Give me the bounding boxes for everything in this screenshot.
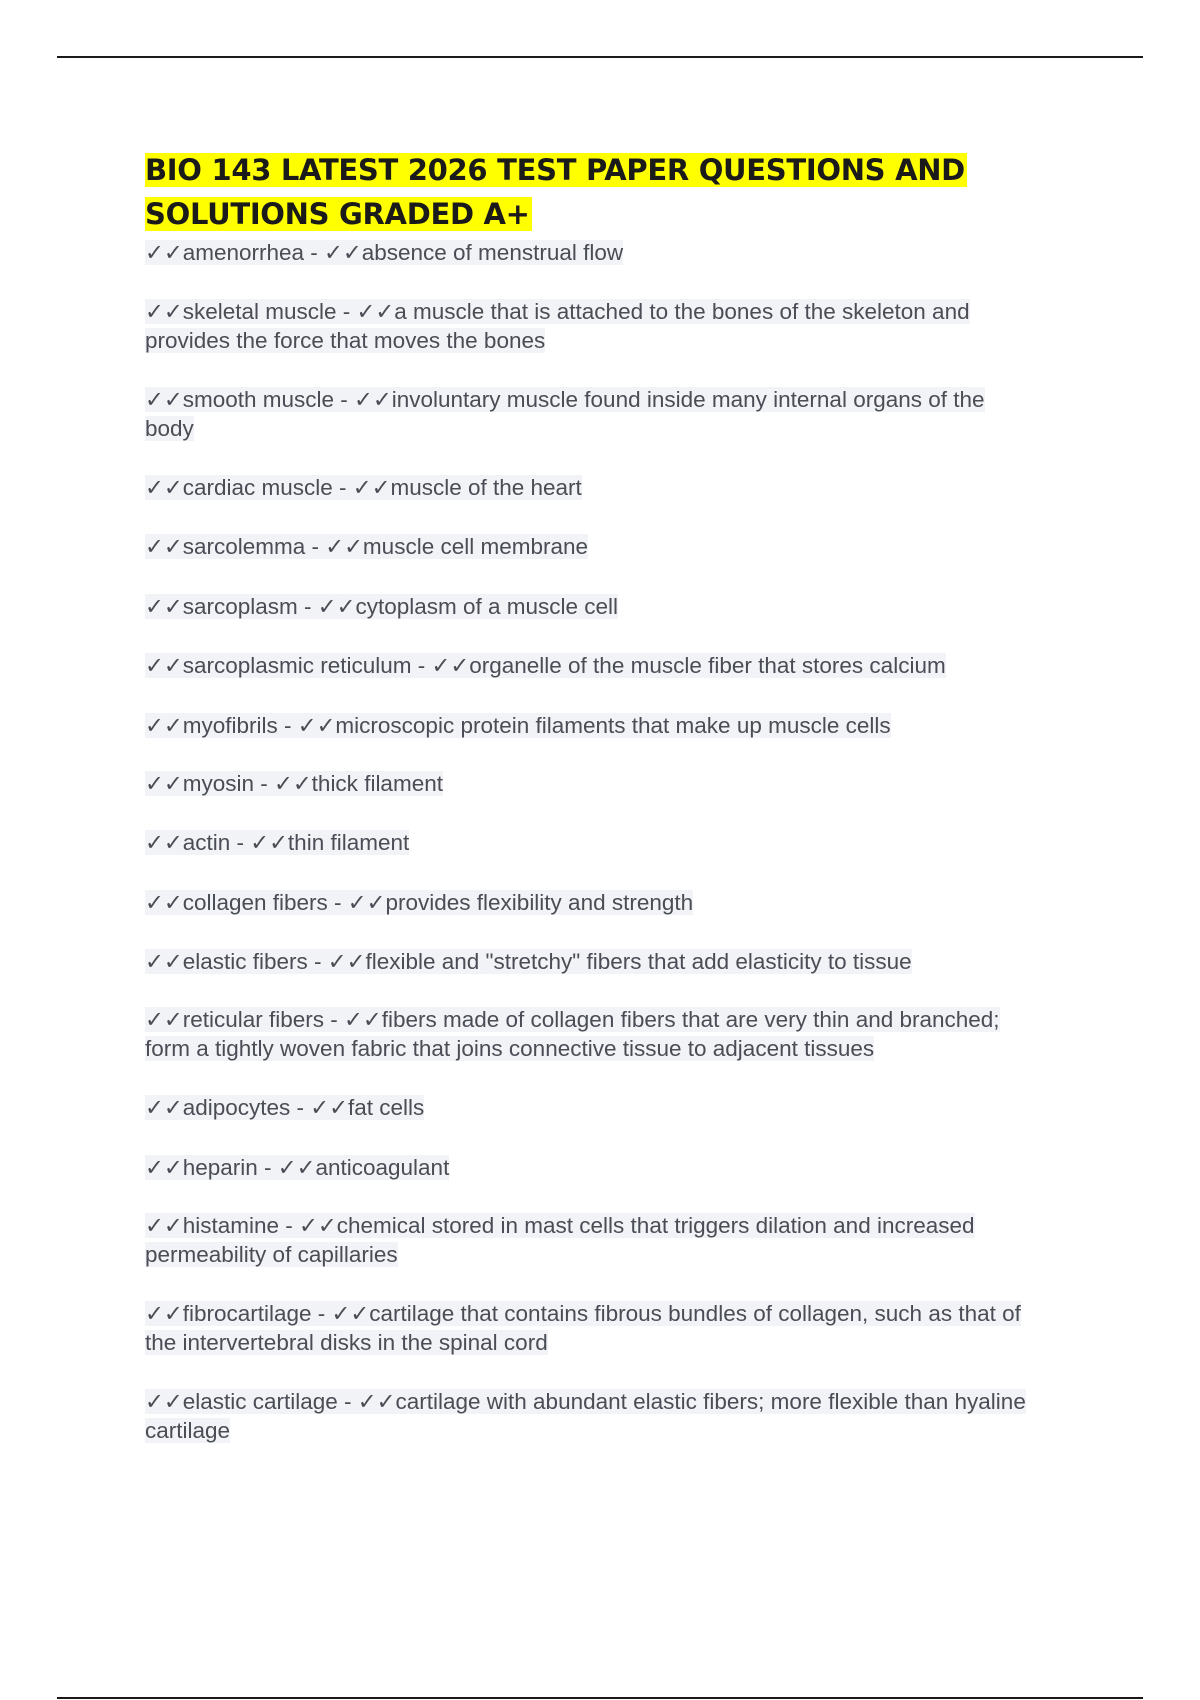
qa-item — [145, 532, 1095, 561]
qa-item — [145, 1211, 1095, 1269]
bottom-rule — [57, 1697, 1143, 1699]
qa-item-line-1: ✓✓adipocytes - ✓✓fat cells — [145, 1095, 425, 1120]
qa-item-line-2: provides the force that moves the bones — [145, 328, 546, 353]
qa-item — [145, 1387, 1095, 1445]
qa-item-line-1: ✓✓fibrocartilage - ✓✓cartilage that contains fibrous bundles of collagen, such as that of — [145, 1301, 1021, 1326]
qa-item-line-1: ✓✓amenorrhea - ✓✓absence of menstrual flow — [145, 240, 624, 265]
qa-item-line-1: ✓✓elastic fibers - ✓✓flexible and "stretchy" fibers that add elasticity to tissue — [145, 949, 912, 974]
qa-item-line-1: ✓✓sarcoplasmic reticulum - ✓✓organelle of the muscle fiber that stores calcium — [145, 653, 946, 678]
qa-item-line-2: permeability of capillaries — [145, 1242, 398, 1267]
qa-item-line-2: body — [145, 416, 194, 441]
document-title — [145, 148, 1095, 236]
qa-item — [145, 592, 1095, 621]
qa-item — [145, 651, 1095, 680]
title-line-1: BIO 143 LATEST 2026 TEST PAPER QUESTIONS AND — [145, 153, 965, 187]
qa-item — [145, 769, 1095, 798]
qa-item-line-1: ✓✓collagen fibers - ✓✓provides flexibility and strength — [145, 890, 694, 915]
qa-item — [145, 385, 1095, 443]
qa-item — [145, 1299, 1095, 1357]
qa-item-line-1: ✓✓sarcolemma - ✓✓muscle cell membrane — [145, 534, 589, 559]
qa-item — [145, 711, 1095, 740]
qa-item-line-1: ✓✓heparin - ✓✓anticoagulant — [145, 1155, 450, 1180]
qa-item — [145, 1153, 1095, 1182]
qa-item — [145, 1093, 1095, 1122]
qa-item — [145, 888, 1095, 917]
qa-item-line-1: ✓✓reticular fibers - ✓✓fibers made of collagen fibers that are very thin and branched; — [145, 1007, 1000, 1032]
qa-item-line-2: cartilage — [145, 1418, 231, 1443]
qa-item — [145, 473, 1095, 502]
qa-item-line-1: ✓✓myofibrils - ✓✓microscopic protein filaments that make up muscle cells — [145, 713, 891, 738]
qa-item — [145, 297, 1095, 355]
qa-item-line-1: ✓✓elastic cartilage - ✓✓cartilage with abundant elastic fibers; more flexible than hyaline — [145, 1389, 1026, 1414]
qa-item — [145, 828, 1095, 857]
qa-item-line-1: ✓✓myosin - ✓✓thick filament — [145, 771, 443, 796]
qa-item-line-1: ✓✓smooth muscle - ✓✓involuntary muscle found inside many internal organs of the — [145, 387, 985, 412]
qa-item-line-1: ✓✓sarcoplasm - ✓✓cytoplasm of a muscle cell — [145, 594, 619, 619]
qa-item — [145, 947, 1095, 976]
qa-list — [145, 238, 1095, 1445]
document-body — [145, 148, 1095, 1445]
qa-item — [145, 1005, 1095, 1063]
qa-item-line-1: ✓✓cardiac muscle - ✓✓muscle of the heart — [145, 475, 582, 500]
title-line-2: SOLUTIONS GRADED A+ — [145, 197, 530, 231]
qa-item-line-1: ✓✓histamine - ✓✓chemical stored in mast cells that triggers dilation and increased — [145, 1213, 975, 1238]
qa-item-line-2: form a tightly woven fabric that joins connective tissue to adjacent tissues — [145, 1036, 875, 1061]
qa-item — [145, 238, 1095, 267]
top-rule — [57, 56, 1143, 58]
qa-item-line-1: ✓✓skeletal muscle - ✓✓a muscle that is attached to the bones of the skeleton and — [145, 299, 970, 324]
qa-item-line-2: the intervertebral disks in the spinal cord — [145, 1330, 548, 1355]
qa-item-line-1: ✓✓actin - ✓✓thin filament — [145, 830, 410, 855]
